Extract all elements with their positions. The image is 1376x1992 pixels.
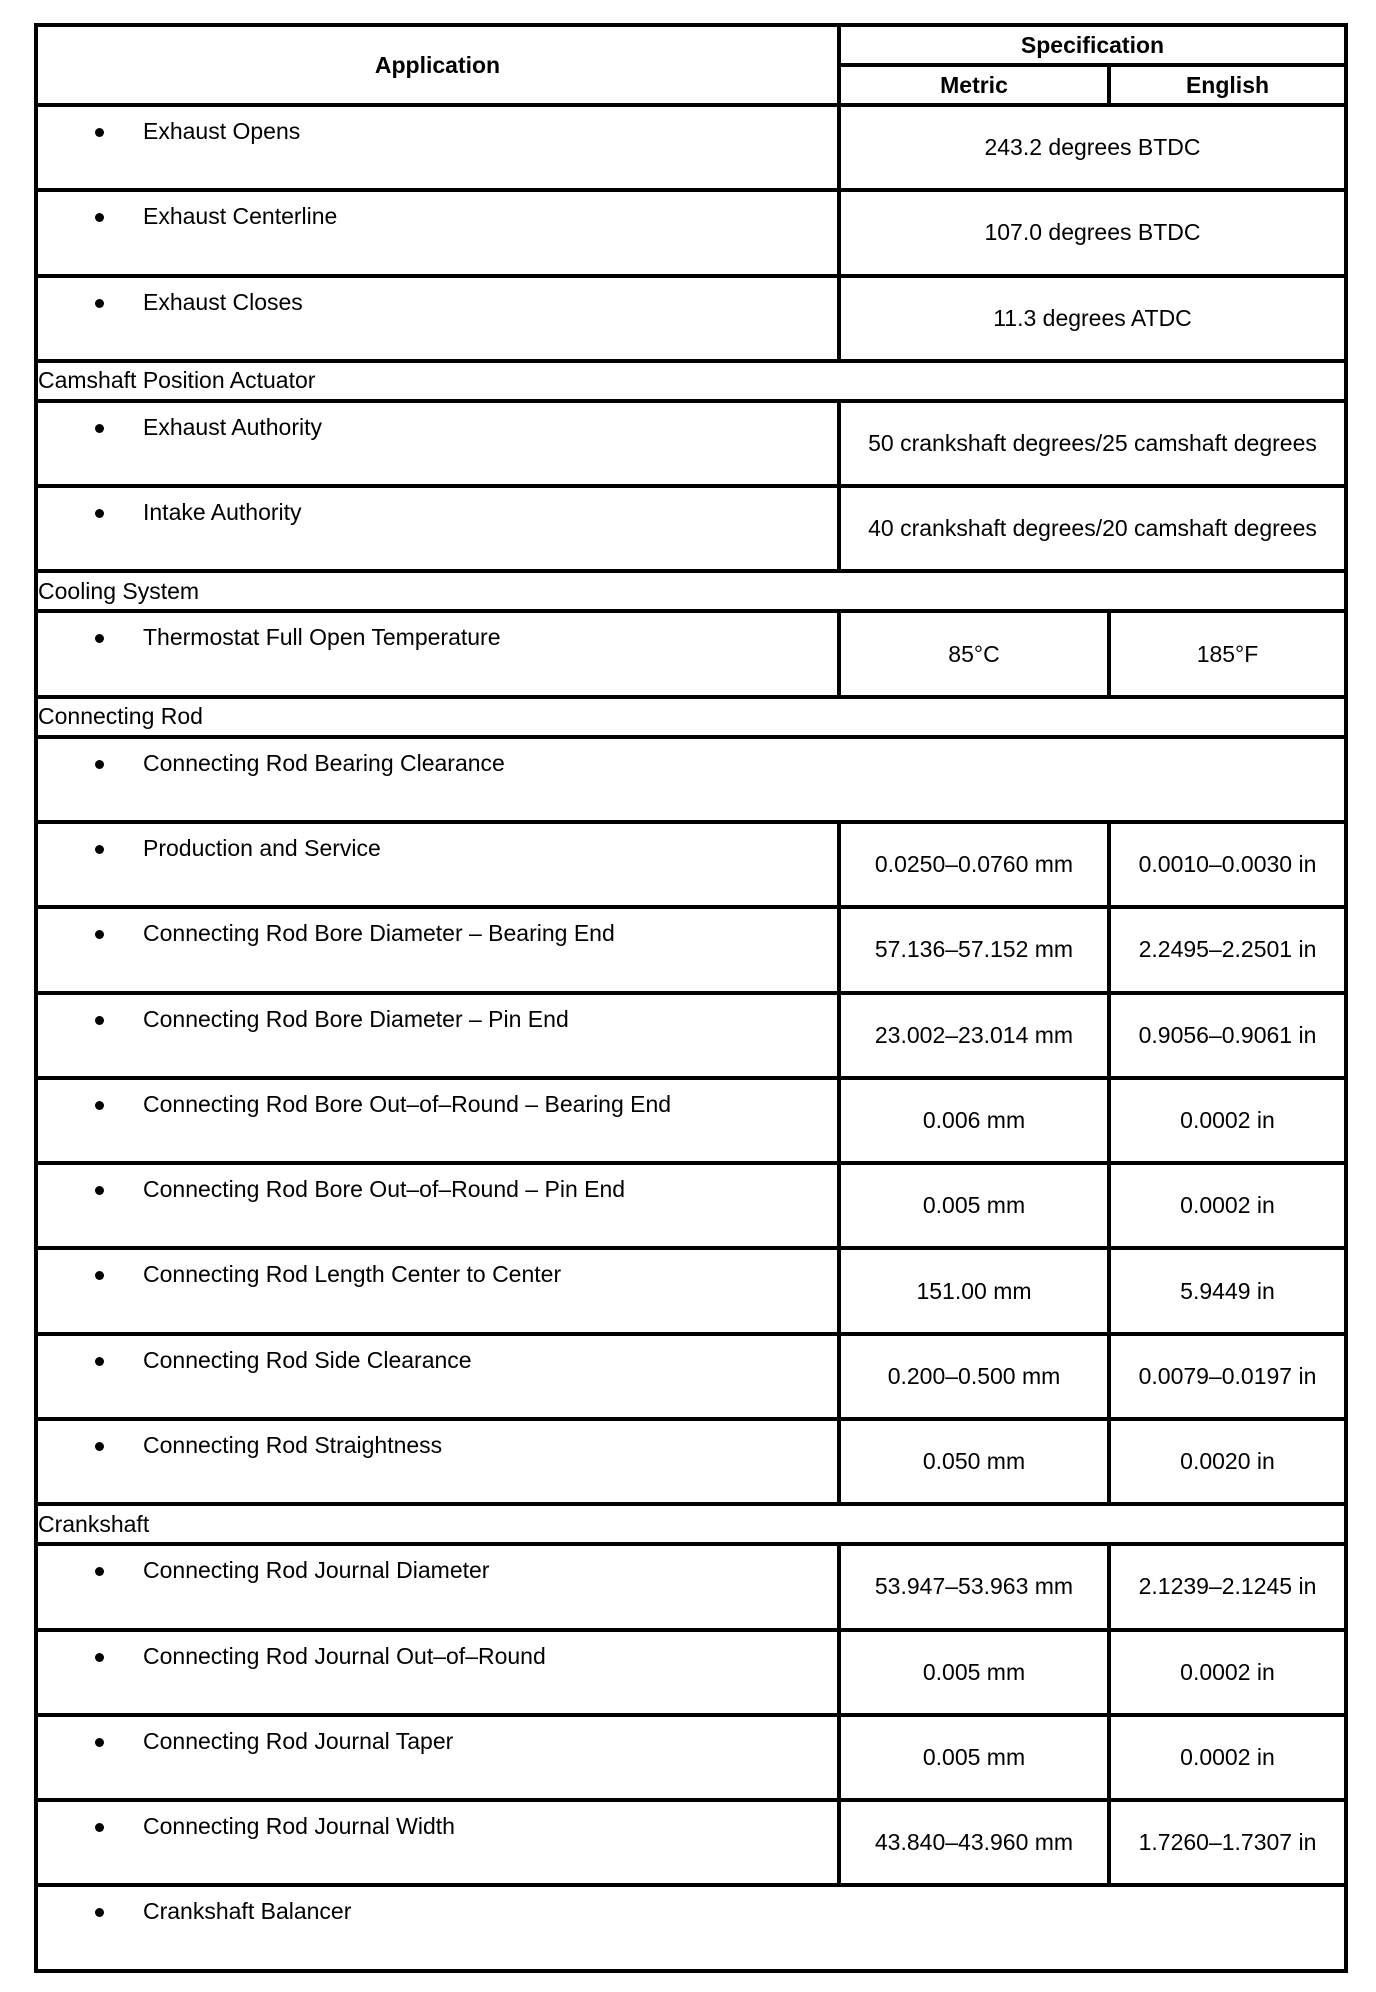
application-cell — [36, 276, 839, 361]
section-row — [36, 697, 1346, 737]
spec-sheet — [34, 23, 1344, 1973]
bullet-icon — [95, 1567, 104, 1576]
section-row — [36, 571, 1346, 611]
table-row — [36, 1078, 1346, 1163]
english-value: 2.2495–2.2501 in — [1109, 907, 1346, 992]
application-label: Connecting Rod Bearing Clearance — [143, 749, 505, 776]
english-value: 0.9056–0.9061 in — [1109, 993, 1346, 1078]
table-body — [36, 105, 1346, 1971]
application-label: Production and Service — [143, 835, 381, 862]
bullet-icon — [95, 1442, 104, 1451]
metric-value: 43.840–43.960 mm — [839, 1800, 1109, 1885]
specification-value: 50 crankshaft degrees/25 camshaft degrees — [839, 401, 1346, 486]
bullet-icon — [95, 299, 104, 308]
english-value: 0.0002 in — [1109, 1630, 1346, 1715]
application-label: Exhaust Centerline — [143, 203, 338, 230]
table-row — [36, 611, 1346, 696]
application-cell — [36, 1885, 1346, 1971]
bullet-icon — [95, 1738, 104, 1747]
application-label: Connecting Rod Bore Diameter – Pin End — [143, 1005, 569, 1032]
english-value: 0.0002 in — [1109, 1078, 1346, 1163]
application-cell — [36, 1419, 839, 1504]
bullet-icon — [95, 930, 104, 939]
application-label: Connecting Rod Straightness — [143, 1431, 443, 1458]
section-row — [36, 361, 1346, 401]
application-cell — [36, 1800, 839, 1885]
bullet-icon — [95, 424, 104, 433]
english-value: 1.7260–1.7307 in — [1109, 1800, 1346, 1885]
section-row — [36, 1504, 1346, 1544]
application-cell — [36, 1334, 839, 1419]
application-cell — [36, 190, 839, 275]
application-label: Connecting Rod Journal Width — [143, 1813, 455, 1840]
bullet-icon — [95, 634, 104, 643]
table-row — [36, 737, 1346, 822]
specification-value: 243.2 degrees BTDC — [839, 105, 1346, 190]
application-label: Thermostat Full Open Temperature — [143, 624, 501, 651]
application-label: Connecting Rod Bore Out–of–Round – Bearing End — [143, 1090, 672, 1117]
specification-value: 107.0 degrees BTDC — [839, 190, 1346, 275]
bullet-icon — [95, 1271, 104, 1280]
application-label: Connecting Rod Journal Diameter — [143, 1557, 490, 1584]
application-label: Connecting Rod Journal Taper — [143, 1727, 454, 1754]
header-row — [36, 25, 1346, 65]
section-label: Crankshaft — [36, 1504, 1346, 1544]
application-cell — [36, 1630, 839, 1715]
table-row — [36, 105, 1346, 190]
bullet-icon — [95, 1908, 104, 1917]
bullet-icon — [95, 845, 104, 854]
english-value: 0.0010–0.0030 in — [1109, 822, 1346, 907]
application-label: Connecting Rod Bore Diameter – Bearing End — [143, 920, 615, 947]
metric-value: 0.005 mm — [839, 1163, 1109, 1248]
table-row — [36, 276, 1346, 361]
bullet-icon — [95, 1186, 104, 1195]
metric-value: 53.947–53.963 mm — [839, 1544, 1109, 1629]
bullet-icon — [95, 1823, 104, 1832]
application-label: Intake Authority — [143, 499, 302, 526]
application-cell — [36, 1715, 839, 1800]
application-cell — [36, 737, 1346, 822]
bullet-icon — [95, 760, 104, 769]
english-value: 185°F — [1109, 611, 1346, 696]
application-cell — [36, 907, 839, 992]
bullet-icon — [95, 1357, 104, 1366]
table-row — [36, 1248, 1346, 1333]
application-label: Connecting Rod Journal Out–of–Round — [143, 1642, 546, 1669]
application-label: Connecting Rod Length Center to Center — [143, 1261, 562, 1288]
metric-value: 0.006 mm — [839, 1078, 1109, 1163]
table-row — [36, 1630, 1346, 1715]
specification-value: 11.3 degrees ATDC — [839, 276, 1346, 361]
table-row — [36, 1800, 1346, 1885]
table-row — [36, 1419, 1346, 1504]
application-cell — [36, 1544, 839, 1629]
bullet-icon — [95, 1653, 104, 1662]
table-row — [36, 993, 1346, 1078]
bullet-icon — [95, 1016, 104, 1025]
metric-header: Metric — [839, 65, 1109, 105]
section-label: Camshaft Position Actuator — [36, 361, 1346, 401]
metric-value: 23.002–23.014 mm — [839, 993, 1109, 1078]
application-cell — [36, 1248, 839, 1333]
section-label: Cooling System — [36, 571, 1346, 611]
section-label: Connecting Rod — [36, 697, 1346, 737]
table-row — [36, 822, 1346, 907]
metric-value: 0.200–0.500 mm — [839, 1334, 1109, 1419]
metric-value: 85°C — [839, 611, 1109, 696]
english-value: 2.1239–2.1245 in — [1109, 1544, 1346, 1629]
table-row — [36, 907, 1346, 992]
bullet-icon — [95, 128, 104, 137]
application-cell — [36, 611, 839, 696]
table-row — [36, 486, 1346, 571]
application-cell — [36, 401, 839, 486]
english-value: 0.0002 in — [1109, 1715, 1346, 1800]
metric-value: 0.050 mm — [839, 1419, 1109, 1504]
bullet-icon — [95, 509, 104, 518]
application-cell — [36, 1163, 839, 1248]
application-label: Connecting Rod Side Clearance — [143, 1346, 472, 1373]
application-cell — [36, 105, 839, 190]
table-row — [36, 1715, 1346, 1800]
application-cell — [36, 486, 839, 571]
application-header: Application — [36, 25, 839, 105]
table-row — [36, 1163, 1346, 1248]
metric-value: 0.0250–0.0760 mm — [839, 822, 1109, 907]
bullet-icon — [95, 1101, 104, 1110]
application-cell — [36, 1078, 839, 1163]
metric-value: 57.136–57.152 mm — [839, 907, 1109, 992]
application-cell — [36, 822, 839, 907]
english-value: 5.9449 in — [1109, 1248, 1346, 1333]
english-header: English — [1109, 65, 1346, 105]
metric-value: 151.00 mm — [839, 1248, 1109, 1333]
metric-value: 0.005 mm — [839, 1715, 1109, 1800]
bullet-icon — [95, 213, 104, 222]
table-row — [36, 1334, 1346, 1419]
table-row — [36, 190, 1346, 275]
metric-value: 0.005 mm — [839, 1630, 1109, 1715]
table-row — [36, 1544, 1346, 1629]
application-label: Exhaust Authority — [143, 413, 322, 440]
application-cell — [36, 993, 839, 1078]
specification-table — [34, 23, 1348, 1973]
application-label: Crankshaft Balancer — [143, 1898, 352, 1925]
application-label: Exhaust Opens — [143, 118, 301, 144]
specification-header: Specification — [839, 25, 1346, 65]
specification-value: 40 crankshaft degrees/20 camshaft degrees — [839, 486, 1346, 571]
english-value: 0.0002 in — [1109, 1163, 1346, 1248]
table-row — [36, 1885, 1346, 1971]
table-row — [36, 401, 1346, 486]
application-label: Exhaust Closes — [143, 288, 303, 315]
english-value: 0.0020 in — [1109, 1419, 1346, 1504]
application-label: Connecting Rod Bore Out–of–Round – Pin End — [143, 1176, 626, 1203]
english-value: 0.0079–0.0197 in — [1109, 1334, 1346, 1419]
